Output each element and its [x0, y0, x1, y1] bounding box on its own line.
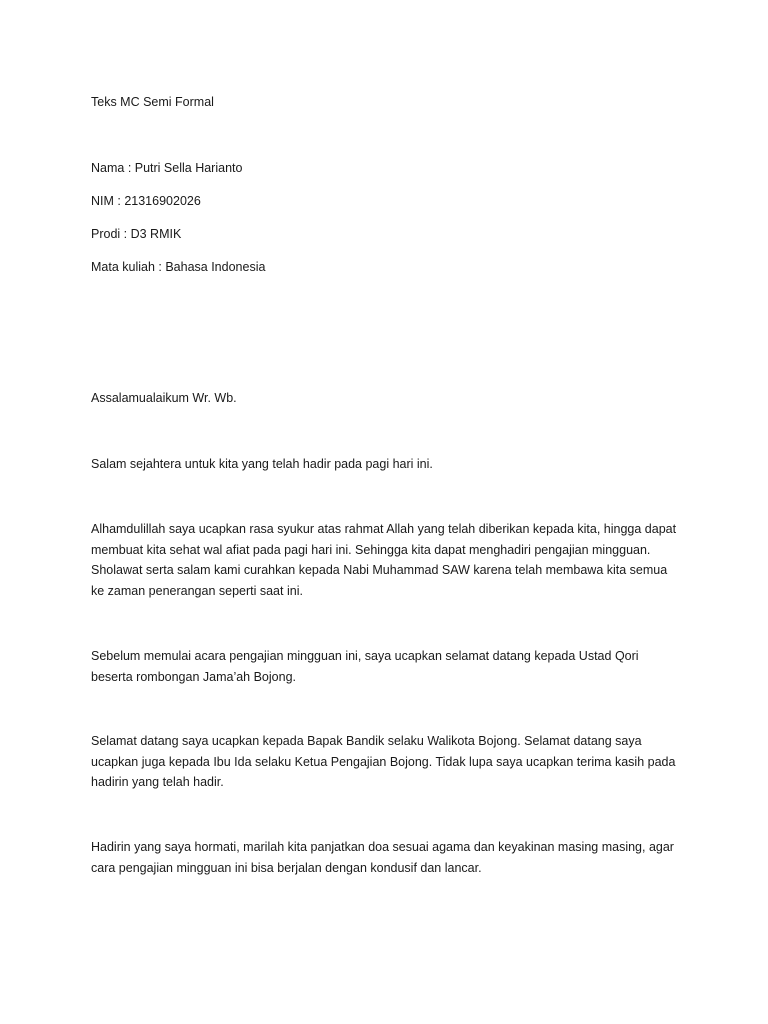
paragraph-prayer: Hadirin yang saya hormati, marilah kita panjatkan doa sesuai agama dan keyakinan masing masing, agar cara pengajian mingguan ini bisa berjalan dengan kondusif dan lancar.	[91, 840, 674, 875]
student-nim: NIM : 21316902026	[91, 194, 201, 208]
study-program: Prodi : D3 RMIK	[91, 227, 182, 241]
document-title: Teks MC Semi Formal	[91, 95, 214, 109]
paragraph-welcome-guests: Selamat datang saya ucapkan kepada Bapak Bandik selaku Walikota Bojong. Selamat datang saya ucapkan juga kepada Ibu Ida selaku Ketua Pengajian Bojong. Tidak lupa saya ucapkan terima kasih pada hadirin yang telah hadir.	[91, 734, 676, 789]
paragraph-welcome: Salam sejahtera untuk kita yang telah hadir pada pagi hari ini.	[91, 457, 433, 471]
student-name: Nama : Putri Sella Harianto	[91, 161, 243, 175]
course-name: Mata kuliah : Bahasa Indonesia	[91, 260, 266, 274]
opening-greeting: Assalamualaikum Wr. Wb.	[91, 391, 237, 405]
paragraph-gratitude: Alhamdulillah saya ucapkan rasa syukur atas rahmat Allah yang telah diberikan kepada kita, hingga dapat membuat kita sehat wal afiat pada pagi hari ini. Sehingga kita dapat menghadiri pengajian mingguan. Sholawat serta salam kami curahkan kepada Nabi Muhammad SAW karena telah membawa kita semua ke zaman penerangan seperti saat ini.	[91, 522, 677, 598]
paragraph-opening-ustad: Sebelum memulai acara pengajian mingguan ini, saya ucapkan selamat datang kepada Ustad Qori beserta rombongan Jama’ah Bojong.	[91, 649, 639, 684]
